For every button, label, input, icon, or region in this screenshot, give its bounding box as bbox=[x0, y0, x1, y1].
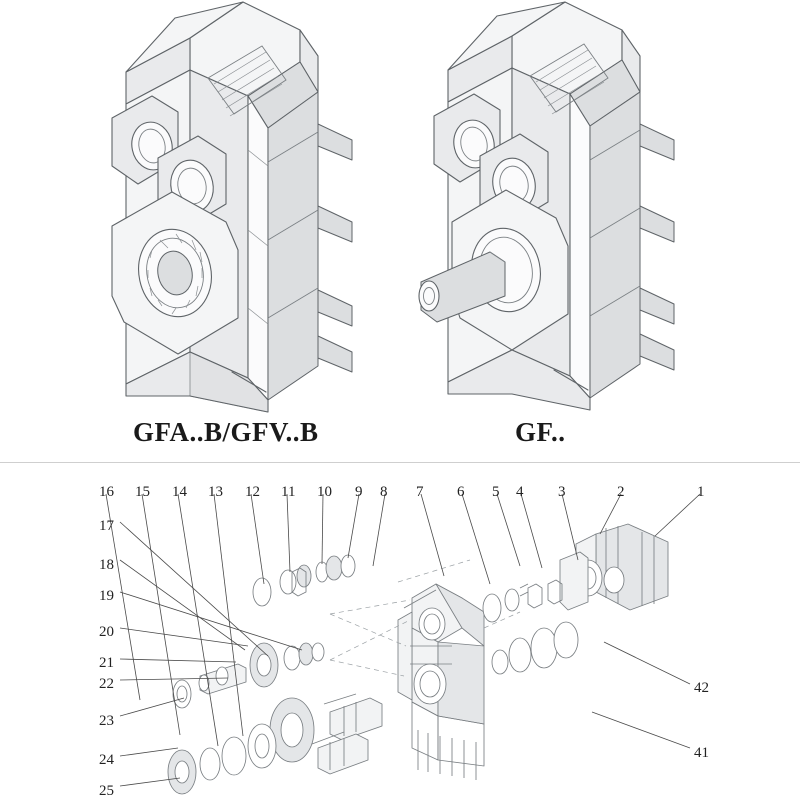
callout-10: 10 bbox=[317, 484, 332, 500]
callout-22: 22 bbox=[99, 676, 114, 692]
callout-13: 13 bbox=[208, 484, 223, 500]
callout-23: 23 bbox=[99, 713, 114, 729]
callout-2: 2 bbox=[617, 484, 625, 500]
callout-7: 7 bbox=[416, 484, 424, 500]
callout-20: 20 bbox=[99, 624, 114, 640]
callout-8: 8 bbox=[380, 484, 388, 500]
caption-right: GF.. bbox=[515, 417, 566, 447]
callout-18: 18 bbox=[99, 557, 114, 573]
callout-4: 4 bbox=[516, 484, 524, 500]
caption-left: GFA..B/GFV..B bbox=[133, 417, 319, 447]
callout-12: 12 bbox=[245, 484, 260, 500]
callout-9: 9 bbox=[355, 484, 363, 500]
callout-24: 24 bbox=[99, 752, 114, 768]
exploded-motor-adapter bbox=[560, 524, 668, 610]
leader-lines-right bbox=[592, 642, 690, 748]
callout-19: 19 bbox=[99, 588, 114, 604]
callout-15: 15 bbox=[135, 484, 150, 500]
callout-14: 14 bbox=[172, 484, 187, 500]
callout-3: 3 bbox=[558, 484, 566, 500]
callout-17: 17 bbox=[99, 518, 114, 534]
callout-5: 5 bbox=[492, 484, 500, 500]
callout-6: 6 bbox=[457, 484, 465, 500]
callout-21: 21 bbox=[99, 655, 114, 671]
callout-42: 42 bbox=[694, 680, 709, 696]
callout-1: 1 bbox=[697, 484, 705, 500]
exploded-small-parts bbox=[168, 555, 578, 794]
callout-11: 11 bbox=[281, 484, 296, 500]
callout-25: 25 bbox=[99, 783, 114, 799]
callout-16: 16 bbox=[99, 484, 114, 500]
callout-41: 41 bbox=[694, 745, 709, 761]
